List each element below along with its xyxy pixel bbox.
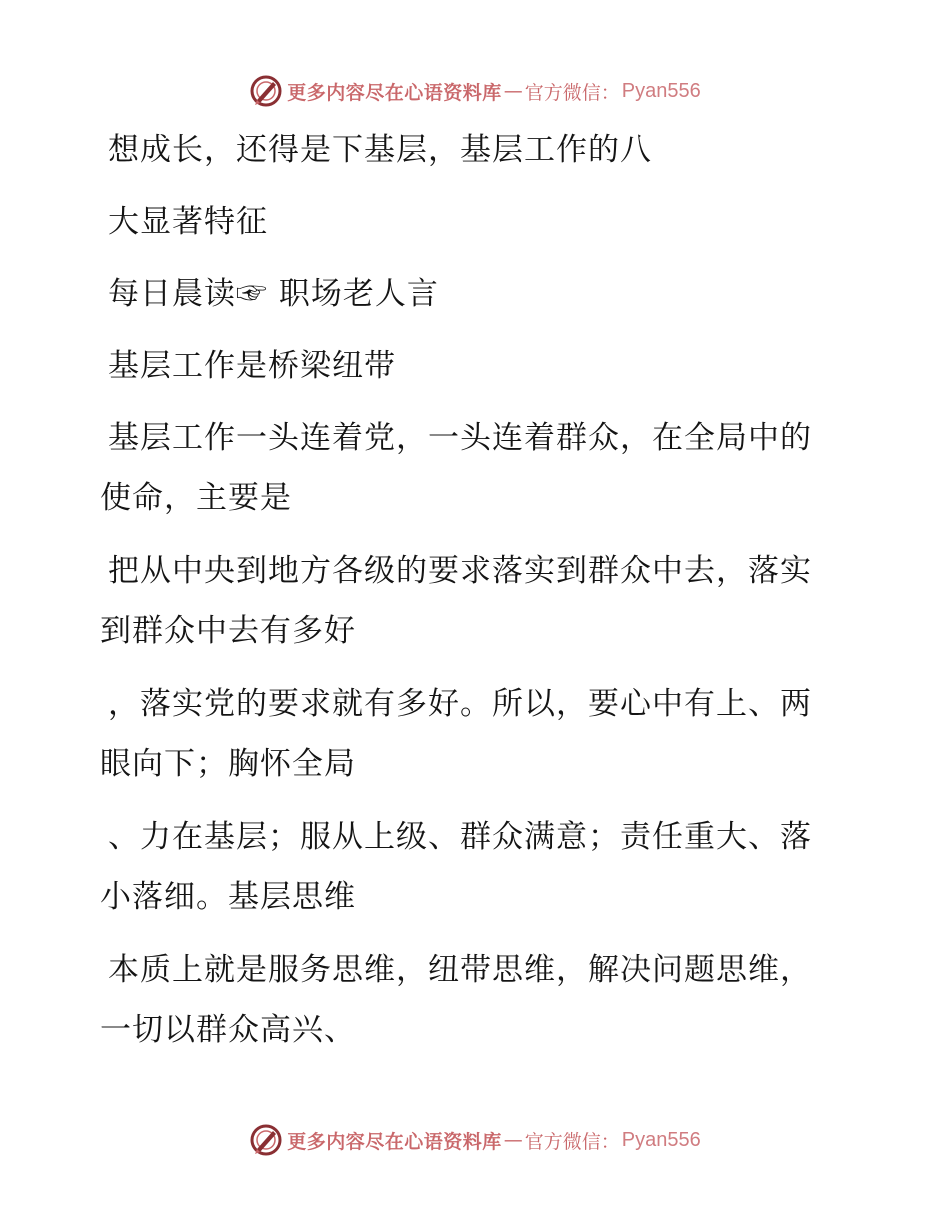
paragraph-body-2: 把从中央到地方各级的要求落实到群众中去，落实到群众中去有多好 [100, 553, 812, 649]
pen-logo-icon [249, 74, 283, 108]
header-wechat-label: 官方微信： [524, 81, 620, 104]
paragraph-body-3: ，落实党的要求就有多好。所以，要心中有上、两眼向下；胸怀全局 [100, 686, 812, 782]
footer-watermark [0, 1120, 950, 1160]
pen-logo-icon [249, 1123, 283, 1157]
header-site-text: 更多内容尽在心语资料库 [287, 81, 502, 104]
paragraph-title-line-2: 大显著特征 [108, 204, 268, 240]
paragraph-body-4: 、力在基层；服从上级、群众满意；责任重大、落小落细。基层思维 [100, 819, 812, 915]
paragraph-body-5: 本质上就是服务思维，纽带思维，解决问题思维，一切以群众高兴、 [100, 952, 812, 1048]
header-wechat-id: Pyan556 [621, 79, 701, 102]
paragraph-title-line-1: 想成长，还得是下基层，基层工作的八 [108, 132, 652, 168]
paragraph-morning-reading: 每日晨读☞ 职场老人言 [108, 276, 439, 312]
header-separator: — [503, 80, 523, 102]
footer-wechat-label: 官方微信： [524, 1130, 620, 1153]
paragraph-subheading: 基层工作是桥梁纽带 [108, 348, 396, 384]
paragraph-body-1: 基层工作一头连着党，一头连着群众，在全局中的使命，主要是 [100, 420, 812, 516]
footer-site-text: 更多内容尽在心语资料库 [287, 1130, 502, 1153]
footer-wechat-id: Pyan556 [621, 1128, 701, 1151]
header-watermark [0, 71, 950, 111]
footer-separator: — [503, 1129, 523, 1151]
document-body [100, 120, 835, 1073]
